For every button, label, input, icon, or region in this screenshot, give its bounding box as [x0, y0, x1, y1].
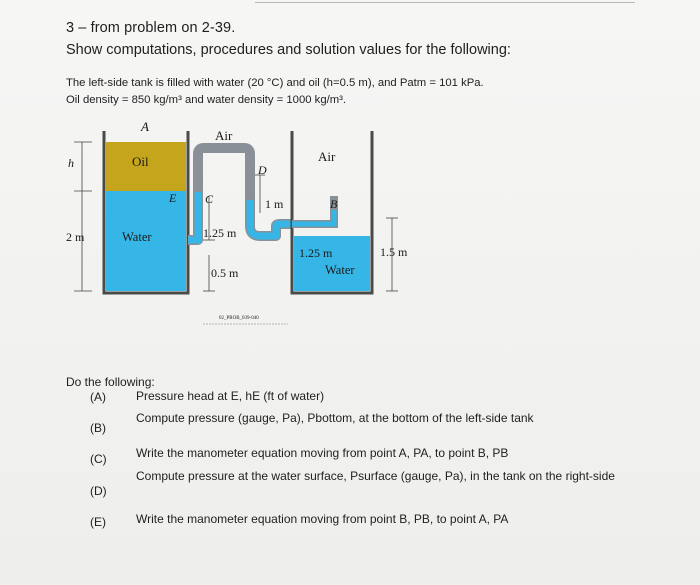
problem-statement-line1: The left-side tank is filled with water (20 °C) and oil (h=0.5 m), and Patm = 101 kPa.	[66, 77, 484, 89]
problem-heading: 3 – from problem on 2-39.	[66, 20, 236, 36]
task-d-text: Compute pressure at the water surface, Psurface (gauge, Pa), in the tank on the right-side	[136, 469, 615, 483]
problem-instructions: Show computations, procedures and solution values for the following:	[66, 42, 511, 58]
label-point-a: A	[141, 119, 149, 134]
label-1-5m: 1.5 m	[380, 245, 408, 259]
label-water-right: Water	[325, 263, 355, 277]
right-inner-water	[292, 210, 334, 224]
label-1-25m-right: 1.25 m	[299, 246, 333, 260]
figure-caption: 02_PROB_039-040	[219, 316, 259, 321]
task-e-text: Write the manometer equation moving from point B, PB, to point A, PA	[136, 512, 509, 526]
task-d-letter: (D)	[90, 484, 107, 498]
task-c-text: Write the manometer equation moving from point A, PA, to point B, PB	[136, 446, 509, 460]
label-water-left: Water	[122, 230, 152, 244]
label-point-b: B	[330, 197, 338, 211]
label-point-e: E	[169, 191, 177, 205]
label-1m: 1 m	[265, 197, 284, 211]
task-a-letter: (A)	[90, 390, 106, 404]
label-air-left: Air	[215, 128, 233, 143]
label-0-5m: 0.5 m	[211, 266, 239, 280]
label-point-c: C	[205, 192, 214, 206]
label-point-d: D	[258, 163, 267, 177]
tasks-intro: Do the following:	[66, 375, 155, 389]
task-c-letter: (C)	[90, 452, 107, 466]
label-h: h	[68, 156, 74, 170]
label-2m: 2 m	[66, 230, 85, 244]
label-1-25m-left: 1.25 m	[203, 226, 237, 240]
problem-statement-line2: Oil density = 850 kg/m³ and water density = 1000 kg/m³.	[66, 94, 347, 106]
task-a-text: Pressure head at E, hE (ft of water)	[136, 389, 325, 403]
label-air-right: Air	[318, 149, 336, 164]
right-inner-tube	[292, 196, 334, 224]
task-b-letter: (B)	[90, 421, 106, 435]
task-e-letter: (E)	[90, 515, 106, 529]
label-oil: Oil	[132, 154, 149, 169]
task-b-text: Compute pressure (gauge, Pa), Pbottom, at the bottom of the left-side tank	[136, 411, 534, 425]
